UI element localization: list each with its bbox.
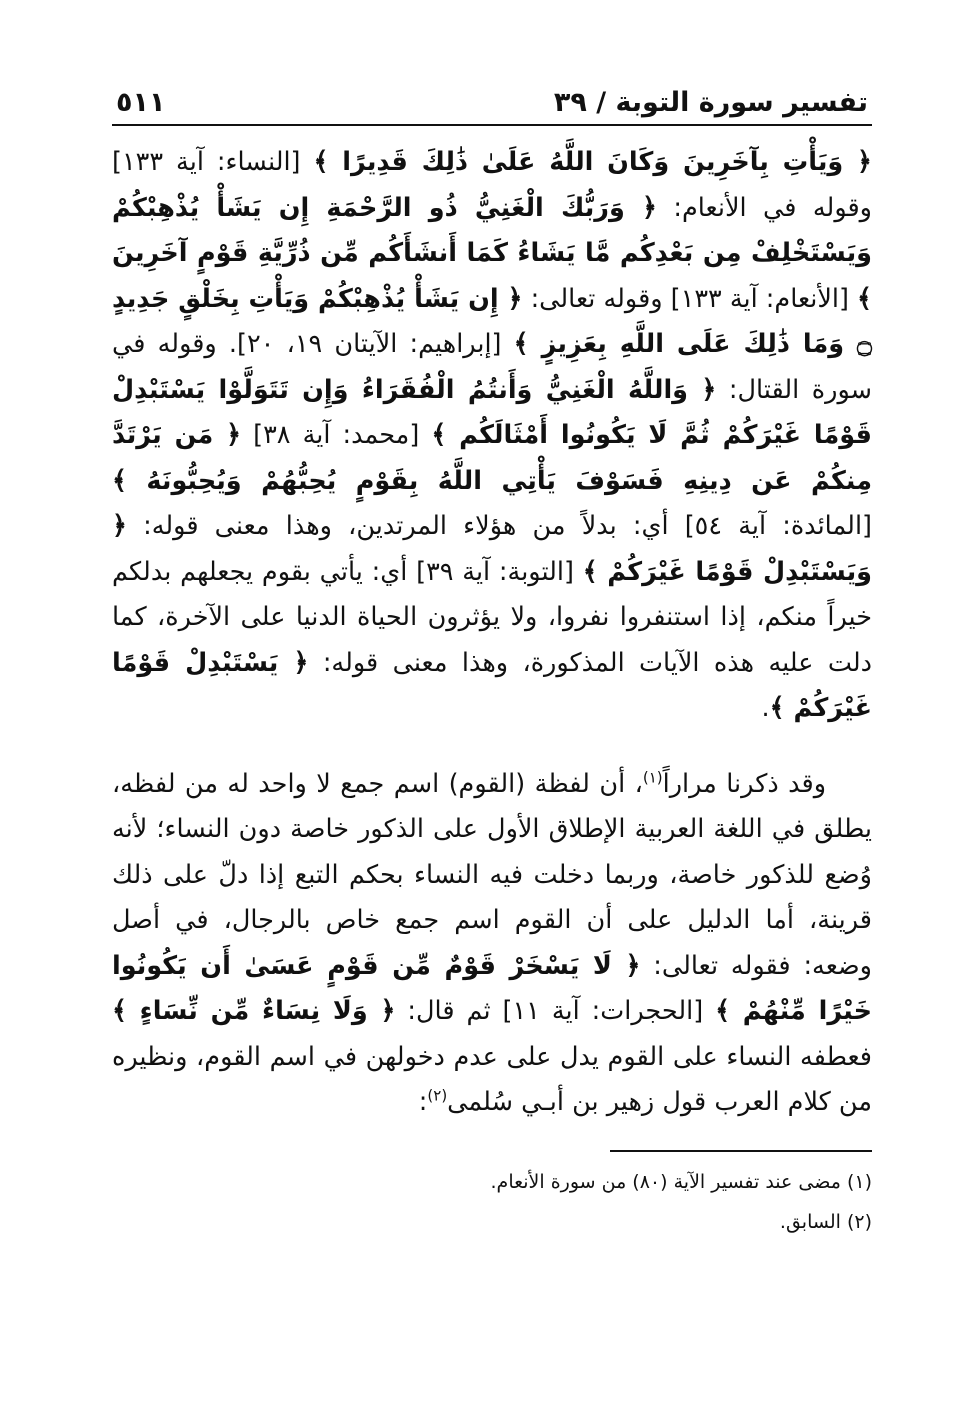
- quran-quote: ﴿ مَن يَرْتَدَّ مِنكُمْ عَن دِينِهِ فَسَوْفَ يَأْتِي اللَّهُ بِقَوْمٍ يُحِبُّهُمْ وَيُحِبُّونَهُ ﴾: [112, 420, 872, 496]
- text-span: [المائدة: آية ٥٤] أي: بدلاً من هؤلاء المرتدين، وهذا معنى قوله:: [126, 511, 872, 541]
- running-title: تفسير سورة التوبة / ٣٩: [553, 87, 868, 118]
- paragraph-2: [112, 762, 872, 1126]
- page-number: ٥١١: [116, 87, 166, 118]
- quran-quote: ﴿ إِن يَشَأْ يُذْهِبْكُمْ وَيَأْتِ بِخَلْقٍ جَدِيدٍ ۝ وَمَا ذَٰلِكَ عَلَى اللَّهِ بِعَزِيزٍ ﴾: [112, 283, 872, 359]
- footnote-1: (١) مضى عند تفسير الآية (٨٠) من سورة الأنعام.: [490, 1170, 872, 1193]
- text-span: [النساء: آية ١٣٣] وقوله في الأنعام:: [112, 147, 872, 223]
- page-header: [112, 72, 872, 126]
- text-span: .: [761, 693, 770, 723]
- text-span: [التوبة: آية ٣٩] أي: يأتي بقوم يجعلهم بدلكم خيراً منكم، إذا استنفروا نفروا، ولا يؤثرون الحياة الدنيا على الآخرة، كما دلت عليه هذه الآيات المذكورة، وهذا معنى قوله:: [112, 556, 872, 678]
- footnote-reference[interactable]: (٢): [427, 1086, 448, 1105]
- quran-quote: ﴿ لَا يَسْخَرْ قَوْمٌ مِّن قَوْمٍ عَسَىٰ أَن يَكُونُوا خَيْرًا مِّنْهُمْ ﴾: [112, 950, 872, 1026]
- quran-quote: ﴿ وَلَا نِسَاءٌ مِّن نِّسَاءٍ ﴾: [112, 996, 396, 1026]
- text-span: [محمد: آية ٣٨]: [241, 420, 432, 450]
- footnote-divider: [610, 1150, 872, 1152]
- quran-quote: ﴿ وَاللَّهُ الْغَنِيُّ وَأَنتُمُ الْفُقَرَاءُ وَإِن تَتَوَلَّوْا يَسْتَبْدِلْ قَوْمًا غَيْرَكُمْ ثُمَّ لَا يَكُونُوا أَمْثَالَكُم ﴾: [112, 374, 872, 450]
- quran-quote: ﴿ وَيَسْتَبْدِلْ قَوْمًا غَيْرَكُمْ ﴾: [112, 511, 873, 587]
- quran-quote: ﴿ وَيَأْتِ بِآخَرِينَ وَكَانَ اللَّهُ عَلَىٰ ذَٰلِكَ قَدِيرًا ﴾: [313, 147, 872, 177]
- paragraph-1: [112, 140, 872, 732]
- footnote-reference[interactable]: (١): [642, 768, 663, 786]
- text-span: :: [418, 1087, 428, 1117]
- text-span: [الأنعام: آية ١٣٣] وقوله تعالى:: [522, 283, 858, 314]
- text-span: وقد ذكرنا مراراً: [662, 768, 827, 799]
- book-page: [112, 72, 872, 1242]
- footnotes: [112, 1162, 872, 1242]
- quran-quote: ﴿ وَرَبُّكَ الْغَنِيُّ ذُو الرَّحْمَةِ إِن يَشَأْ يُذْهِبْكُمْ وَيَسْتَخْلِفْ مِن بَعْدِكُم مَّا يَشَاءُ كَمَا أَنشَأَكُم مِّن ذُرِّيَّةِ قَوْمٍ آخَرِينَ ﴾: [112, 192, 872, 314]
- page-body: [112, 140, 872, 1126]
- text-span: [إبراهيم: الآيتان ١٩، ٢٠]. وقوله في سورة القتال:: [112, 329, 872, 405]
- text-span: [الحجرات: آية ١١] ثم قال:: [395, 996, 716, 1026]
- text-span: فعطفه النساء على القوم يدل على عدم دخولهن في اسم القوم، ونظيره من كلام العرب قول زهير بن أبـي سُلمى: [112, 1041, 872, 1117]
- text-span: ، أن لفظة (القوم) اسم جمع لا واحد له من لفظه، يطلق في اللغة العربية الإطلاق الأول على الذكور خاصة دون النساء؛ لأنه وُضع للذكور خاصة، وربما دخلت فيه النساء بحكم التبع إذا دلّ على ذلك قرينة، أما الدليل على أن القوم اسم جمع خاص بالرجال، في أصل وضعه: فقوله تعالى:: [112, 768, 872, 981]
- footnote-2: (٢) السابق.: [779, 1210, 872, 1233]
- quran-quote: ﴿ يَسْتَبْدِلْ قَوْمًا غَيْرَكُمْ ﴾: [112, 647, 872, 723]
